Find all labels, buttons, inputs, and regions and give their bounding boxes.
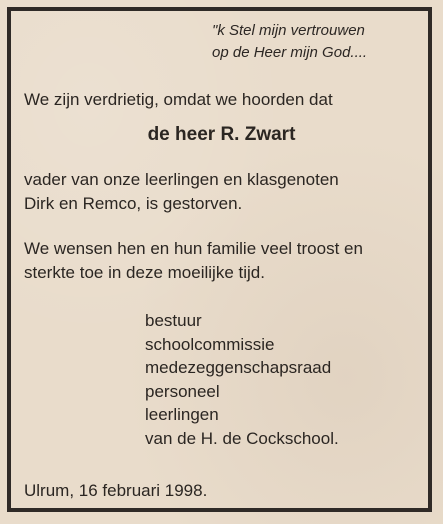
- motto-line-1: "k Stel mijn vertrouwen: [212, 22, 365, 39]
- motto-line-2: op de Heer mijn God....: [212, 44, 368, 61]
- sender-item: schoolcommissie: [145, 334, 275, 354]
- sender-item: personeel: [145, 381, 220, 401]
- sender-item: van de H. de Cockschool.: [145, 428, 339, 448]
- condolence-line-2: sterkte toe in deze moeilijke tijd.: [24, 263, 265, 282]
- senders-list: [145, 309, 339, 450]
- relation-line-1: vader van onze leerlingen en klasgenoten: [24, 170, 339, 189]
- deceased-name: de heer R. Zwart: [147, 124, 296, 145]
- relation-paragraph: [24, 168, 339, 216]
- sender-item: leerlingen: [145, 405, 219, 424]
- place-date: Ulrum, 16 februari 1998.: [24, 481, 208, 500]
- sender-item: medezeggenschapsraad: [145, 358, 332, 377]
- relation-line-2: Dirk en Remco, is gestorven.: [24, 194, 243, 213]
- sender-item: bestuur: [145, 311, 202, 330]
- intro-text: We zijn verdrietig, omdat we hoorden dat: [24, 90, 333, 109]
- condolence-line-1: We wensen hen en hun familie veel troost en: [24, 239, 363, 258]
- bible-motto: [212, 20, 422, 64]
- condolence-paragraph: [24, 237, 363, 285]
